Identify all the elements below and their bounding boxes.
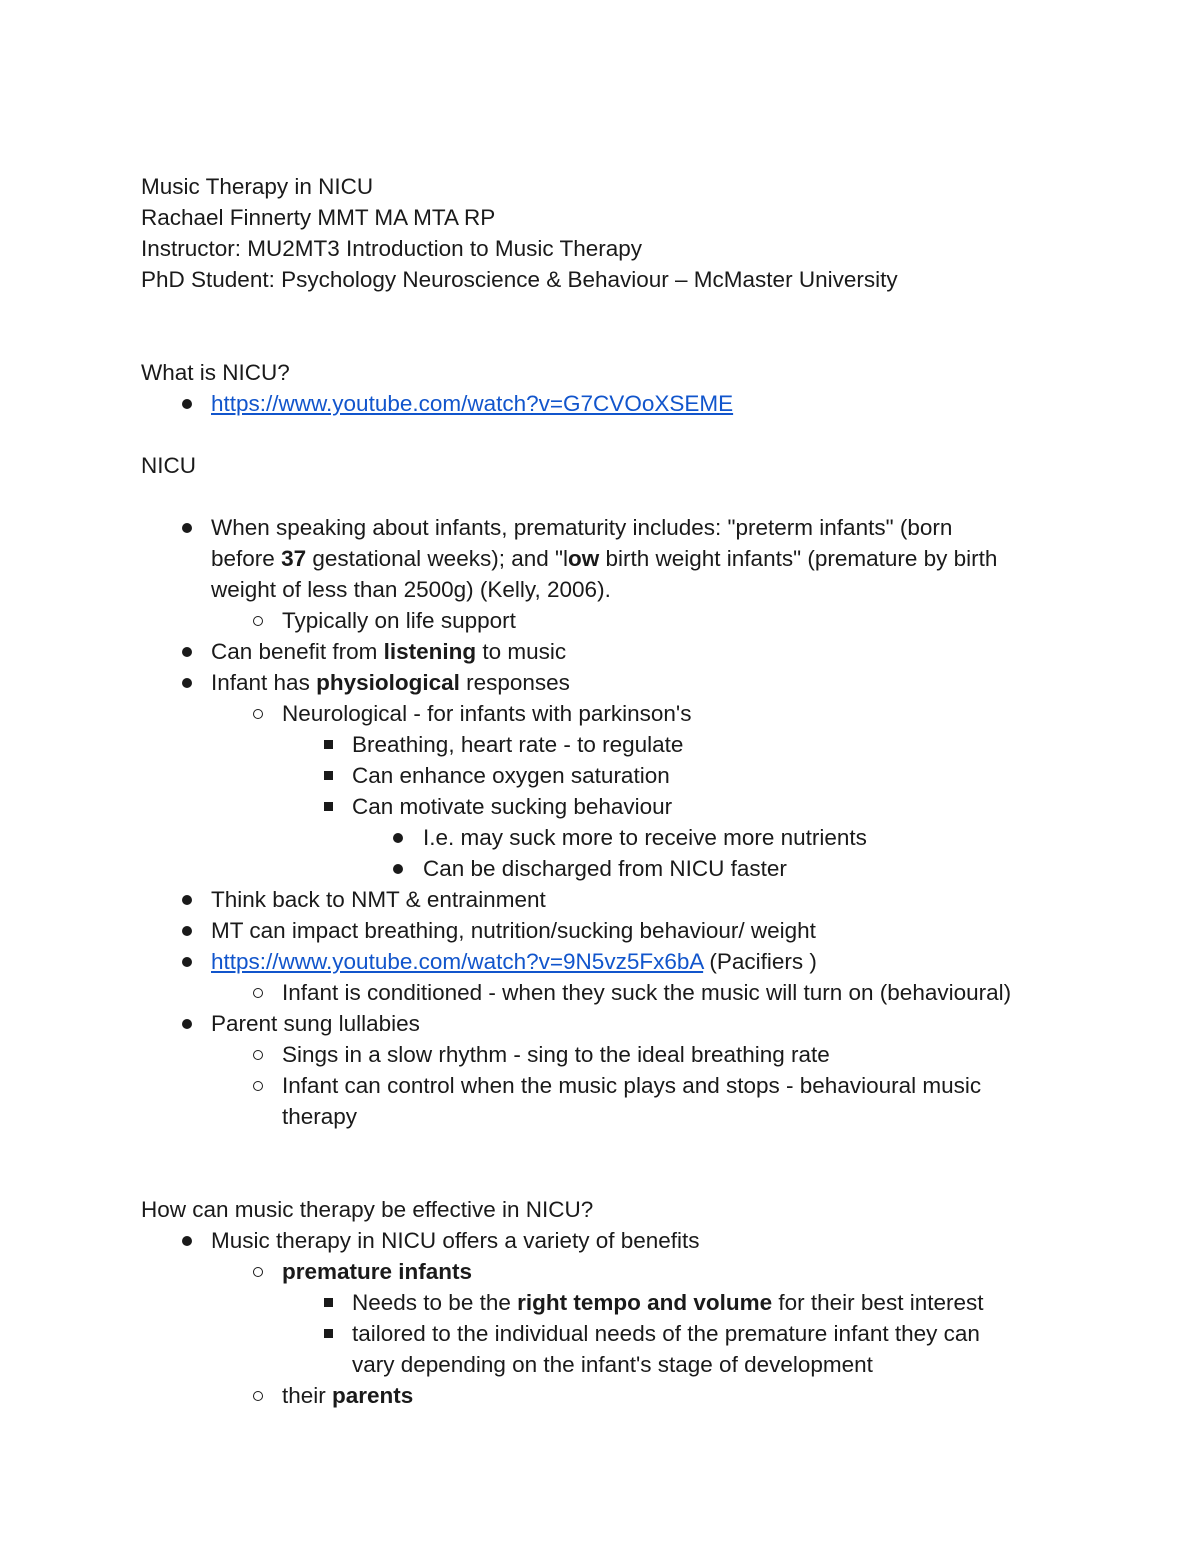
list-item: [141, 946, 1061, 977]
bullet-circle-icon: [248, 977, 268, 1008]
lullabies-text: Parent sung lullabies: [211, 1011, 420, 1036]
list-item-continuation: [141, 1101, 1061, 1132]
bullet-square-icon: [318, 1287, 338, 1318]
infant-control-line-1: Infant can control when the music plays and stops - behavioural music: [282, 1073, 982, 1098]
parents-text: their parents: [282, 1383, 414, 1408]
bullet-circle-icon: [248, 1039, 268, 1070]
section-heading-effective: How can music therapy be effective in NICU?: [141, 1197, 594, 1222]
sucking-text: Can motivate sucking behaviour: [352, 794, 673, 819]
mt-impact-text: MT can impact breathing, nutrition/sucking behaviour/ weight: [211, 918, 816, 943]
list-item: [141, 388, 1061, 419]
discharged-text: Can be discharged from NICU faster: [423, 856, 787, 881]
conditioned-text: Infant is conditioned - when they suck the music will turn on (behavioural): [282, 980, 1012, 1005]
list-item: [141, 667, 1061, 698]
list-item: [141, 698, 1061, 729]
bullet-square-icon: [318, 791, 338, 822]
bullet-disc-icon: [388, 822, 408, 853]
nutrients-text: I.e. may suck more to receive more nutrients: [423, 825, 867, 850]
bullet-circle-icon: [248, 1380, 268, 1411]
section-heading-what-is-nicu: What is NICU?: [141, 360, 290, 385]
physiological-text: Infant has physiological responses: [211, 670, 570, 695]
bullet-disc-icon: [177, 636, 197, 667]
bullet-circle-icon: [248, 605, 268, 636]
tailored-line-2: vary depending on the infant's stage of development: [352, 1352, 873, 1377]
doc-phd: PhD Student: Psychology Neuroscience & Behaviour – McMaster University: [141, 267, 898, 292]
youtube-link-2[interactable]: https://www.youtube.com/watch?v=9N5vz5Fx6bA: [211, 949, 704, 974]
bullet-circle-icon: [248, 698, 268, 729]
slow-rhythm-text: Sings in a slow rhythm - sing to the ideal breathing rate: [282, 1042, 830, 1067]
bullet-disc-icon: [388, 853, 408, 884]
doc-title: Music Therapy in NICU: [141, 174, 374, 199]
list-item: [141, 1039, 1061, 1070]
tailored-line-1: tailored to the individual needs of the premature infant they can: [352, 1321, 980, 1346]
neurological-text: Neurological - for infants with parkinson's: [282, 701, 692, 726]
list-item-continuation: [141, 574, 1061, 605]
list-item: [141, 512, 1061, 543]
list-item: [141, 1070, 1061, 1101]
section-heading-nicu: NICU: [141, 453, 196, 478]
document-page: [141, 171, 1061, 1411]
prematurity-line-3: weight of less than 2500g) (Kelly, 2006).: [211, 577, 611, 602]
list-item-continuation: [141, 1349, 1061, 1380]
oxygen-text: Can enhance oxygen saturation: [352, 763, 670, 788]
listening-text: Can benefit from listening to music: [211, 639, 567, 664]
list-item: [141, 636, 1061, 667]
list-item: [141, 1008, 1061, 1039]
list-item: [141, 884, 1061, 915]
list-item-continuation: [141, 543, 1061, 574]
bullet-square-icon: [318, 1318, 338, 1349]
doc-instructor: Instructor: MU2MT3 Introduction to Music Therapy: [141, 236, 643, 261]
list-item: [141, 791, 1061, 822]
youtube-link-1[interactable]: https://www.youtube.com/watch?v=G7CVOoXSEME: [211, 391, 734, 416]
list-item: [141, 822, 1061, 853]
bullet-square-icon: [318, 760, 338, 791]
list-item: [141, 977, 1061, 1008]
bullet-square-icon: [318, 729, 338, 760]
list-item: [141, 853, 1061, 884]
list-item: [141, 1225, 1061, 1256]
bullet-disc-icon: [177, 946, 197, 977]
nmt-text: Think back to NMT & entrainment: [211, 887, 546, 912]
prematurity-line-1: When speaking about infants, prematurity includes: "preterm infants" (born: [211, 515, 953, 540]
list-item: [141, 1318, 1061, 1349]
bullet-disc-icon: [177, 667, 197, 698]
doc-author: Rachael Finnerty MMT MA MTA RP: [141, 205, 496, 230]
prematurity-line-2: before 37 gestational weeks); and "low birth weight infants" (premature by birth: [211, 546, 998, 571]
list-item: [141, 1287, 1061, 1318]
list-item: [141, 729, 1061, 760]
list-item: [141, 915, 1061, 946]
life-support-text: Typically on life support: [282, 608, 516, 633]
benefits-text: Music therapy in NICU offers a variety of benefits: [211, 1228, 700, 1253]
tempo-volume-text: Needs to be the right tempo and volume for their best interest: [352, 1290, 984, 1315]
infant-control-line-2: therapy: [282, 1104, 358, 1129]
bullet-disc-icon: [177, 512, 197, 543]
bullet-circle-icon: [248, 1256, 268, 1287]
bullet-disc-icon: [177, 1225, 197, 1256]
bullet-disc-icon: [177, 884, 197, 915]
bullet-disc-icon: [177, 915, 197, 946]
list-item: [141, 605, 1061, 636]
bullet-disc-icon: [177, 1008, 197, 1039]
pacifiers-line: https://www.youtube.com/watch?v=9N5vz5Fx6bA (Pacifiers ): [211, 949, 817, 974]
bullet-circle-icon: [248, 1070, 268, 1101]
premature-infants-text: premature infants: [282, 1259, 473, 1284]
list-item: [141, 1380, 1061, 1411]
list-item: [141, 1256, 1061, 1287]
bullet-disc-icon: [177, 388, 197, 419]
list-item: [141, 760, 1061, 791]
breathing-text: Breathing, heart rate - to regulate: [352, 732, 684, 757]
